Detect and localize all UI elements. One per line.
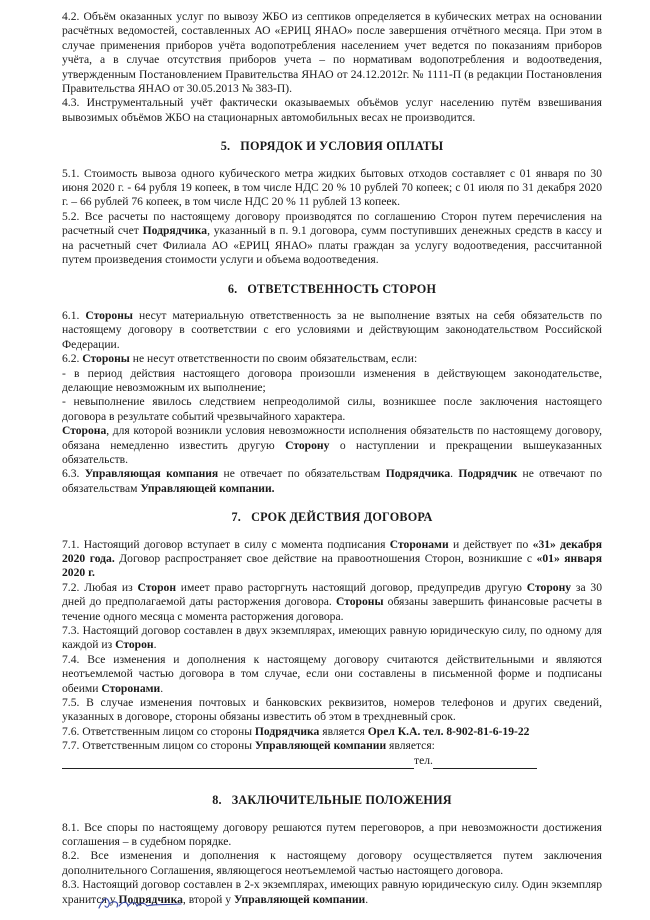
section-6-heading <box>62 282 602 296</box>
clause-6-2-notice: Сторона, для которой возникли условия невозможности исполнения обязательств по настоящему договору, обязана немедленно известить другую Сторону о наступлении и прекращении вышеуказанных обязательств. <box>62 424 602 466</box>
clause-7-7: 7.7. Ответственным лицом со стороны Управляющей компании является: <box>62 739 435 753</box>
section-title: СРОК ДЕЙСТВИЯ ДОГОВОРА <box>251 510 433 525</box>
clause-7-1: 7.1. Настоящий договор вступает в силу с момента подписания Сторонами и действует по «31» декабря 2020 года. Договор распространяет свое действие на правоотношения Сторон, возникшие с «01» января 2020 г. <box>62 537 603 580</box>
section-number: 5. <box>220 139 231 154</box>
clause-8-2: 8.2. Все изменения и дополнения к настоящему договору осуществляется путем заключения дополнительного Соглашения, являющегося неотъемлемой частью настоящего договора. <box>62 849 602 877</box>
clause-6-2-bullet: - в период действия настоящего договора произошли изменения в действующем законодательстве, делающие невозможным их выполнение; <box>62 366 602 394</box>
clause-8-3: 8.3. Настоящий договор составлен в 2-х экземплярах, имеющих равную юридическую силу. Один экземпляр хранится у Подрядчика, второй у Управляющей компании. <box>62 878 602 906</box>
clause-7-4: 7.4. Все изменения и дополнения к настоящему договору считаются действительными и являются неотъемлемой частью договора в том случае, если они составлены в письменной форме и подписаны обеими Сторонами. <box>62 652 602 695</box>
clause-5-2: 5.2. Все расчеты по настоящему договору производятся по соглашению Сторон путем перечисления на расчетный счет Подрядчика, указанный в п. 9.1 договора, сумм поступивших денежных средств в кассу и на расчетный счет Филиала АО «ЕРИЦ ЯНАО» платы граждан за услугу водоотведения, рассчитанной путем произведения стоимости услуги и объема водоотведения. <box>62 209 602 267</box>
clause-4-2: 4.2. Объём оказанных услуг по вывозу ЖБО из септиков определяется в кубических метрах на основании расчётных ведомостей, составленных АО «ЕРИЦ ЯНАО» после завершения отчётного месяца. При этом в случае применения приборов учёта водопотребления населением учет ведется по показаниям приборов учёта, а в случае отсутствия приборов учета – по нормативам водопотребления и водоотведения, утвержденным Постановлением Правительства ЯНАО от 24.12.2012г. № 1111-П (в редакции Постановления Правительства ЯНАО от 30.05.2013 № 383-П). <box>62 10 602 96</box>
section-title: ЗАКЛЮЧИТЕЛЬНЫЕ ПОЛОЖЕНИЯ <box>231 793 452 808</box>
clause-7-7-blank-line <box>62 754 602 769</box>
clause-6-3: 6.3. Управляющая компания не отвечает по обязательствам Подрядчика. Подрядчик не отвечают по обязательствам Управляющей компании. <box>62 467 602 495</box>
phone-label: тел. <box>414 753 433 767</box>
clause-6-2-bullet: - невыполнение явилось следствием непреодолимой силы, возникшее после заключения настоящего договора в результате событий чрезвычайного характера. <box>62 395 602 423</box>
section-5-heading <box>62 139 602 153</box>
clause-8-1: 8.1. Все споры по настоящему договору решаются путем переговоров, а при невозможности достижения соглашения – в судебном порядке. <box>62 820 602 848</box>
clause-7-2: 7.2. Любая из Сторон имеет право расторгнуть настоящий договор, предупредив другую Сторону за 30 дней до предполагаемой даты расторжения договора. Стороны обязаны завершить финансовые расчеты в течение одного месяца с момента расторжения договора. <box>62 580 603 623</box>
clause-7-3: 7.3. Настоящий договор составлен в двух экземплярах, имеющих равную юридическую силу, по одному для каждой из Сторон. <box>62 624 602 652</box>
name-blank-line <box>62 754 414 769</box>
section-7-heading <box>62 510 602 524</box>
clause-6-2: 6.2. Стороны не несут ответственности по своим обязательствам, если: <box>62 352 418 366</box>
handwritten-signature <box>95 892 185 914</box>
section-title: ПОРЯДОК И УСЛОВИЯ ОПЛАТЫ <box>240 139 444 154</box>
clause-7-6: 7.6. Ответственным лицом со стороны Подрядчика является Орел К.А. тел. 8-902-81-6-19-22 <box>62 724 530 738</box>
clause-4-3: 4.3. Инструментальный учёт фактически оказываемых объёмов услуг населению путём взвешивания вывозимых объёмов ЖБО на стационарных автомобильных весах не производится. <box>62 96 602 124</box>
clause-7-5: 7.5. В случае изменения почтовых и банковских реквизитов, номеров телефонов и других сведений, указанных в договоре, стороны обязаны известить об этом в трехдневный срок. <box>62 696 602 724</box>
clause-6-1: 6.1. Стороны несут материальную ответственность за не выполнение взятых на себя обязательств по настоящему договору в соответствии с его условиями и действующим законодательством Российской Федерации. <box>62 308 602 351</box>
section-number: 8. <box>212 793 222 808</box>
clause-5-1: 5.1. Стоимость вывоза одного кубического метра жидких бытовых отходов составляет с 01 января по 30 июня 2020 г. - 64 рубля 19 копеек, в том числе НДС 20 % 10 рублей 70 копеек; с 01 июля по 31 декабря 2020 г. – 66 рублей 76 копеек, в том числе НДС 20 % 11 рублей 13 копеек. <box>62 166 602 209</box>
phone-blank-line <box>433 754 537 769</box>
section-title: ОТВЕТСТВЕННОСТЬ СТОРОН <box>247 281 437 296</box>
section-number: 6. <box>227 281 238 296</box>
section-number: 7. <box>231 510 242 525</box>
section-8-heading <box>62 793 602 807</box>
